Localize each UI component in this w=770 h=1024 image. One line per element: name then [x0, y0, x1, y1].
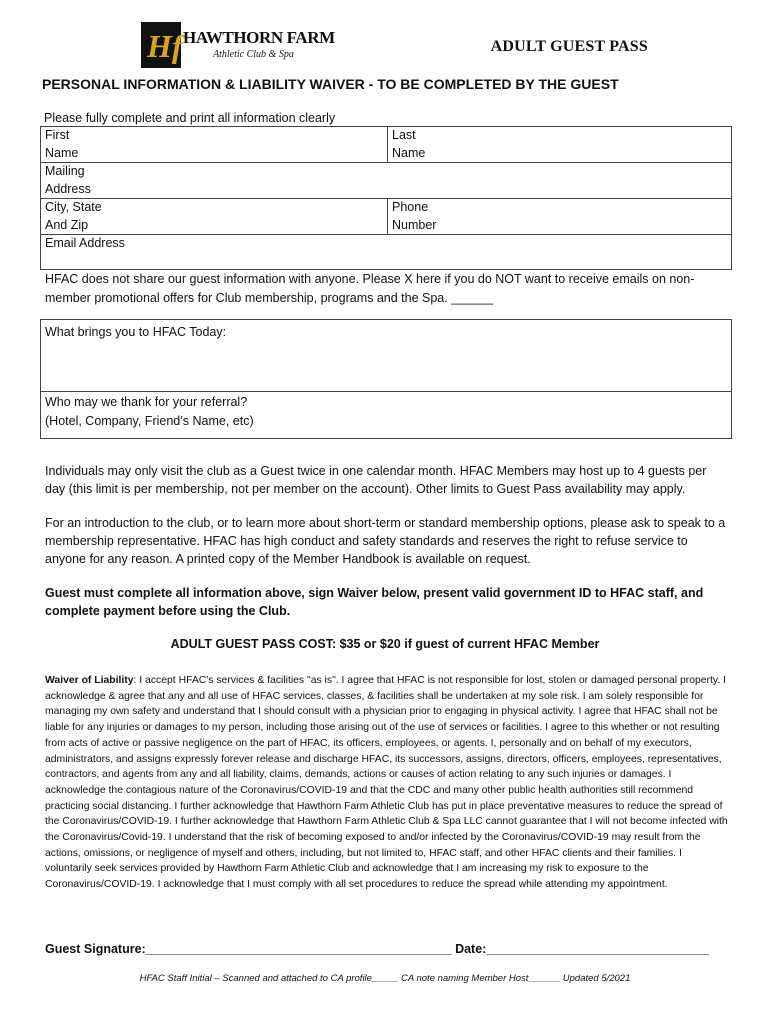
last-name-field[interactable] — [388, 127, 732, 163]
signature-date-line[interactable]: Guest Signature:____________________________________________ Date:________________________________ — [45, 942, 709, 956]
referral-field[interactable] — [40, 391, 732, 439]
first-name-label-line1: First — [45, 128, 70, 142]
city-state-zip-field[interactable] — [41, 199, 388, 235]
referral-label-line1: Who may we thank for your referral? — [45, 395, 248, 409]
liability-waiver — [45, 673, 730, 893]
staff-footer-note: HFAC Staff Initial – Scanned and attached to CA profile_____ CA note naming Member Host______ Updated 5/2021 — [139, 973, 631, 984]
instruction-text: Please fully complete and print all information clearly — [44, 111, 336, 125]
phone-number-field[interactable] — [388, 199, 732, 235]
visit-reason-field[interactable] — [40, 319, 732, 392]
phone-label-line2: Number — [392, 217, 437, 232]
logo-name: HAWTHORN FARM — [183, 28, 335, 47]
mailing-address-label-line2: Address — [45, 181, 91, 196]
city-state-label-line1: City, State — [45, 200, 102, 214]
phone-label-line1: Phone — [392, 200, 429, 214]
privacy-notice: HFAC does not share our guest information with anyone. Please X here if you do NOT want to receive emails on non-member promotional offers for Club membership, programs and the Spa. ______ — [45, 272, 695, 305]
document-title: ADULT GUEST PASS — [490, 38, 648, 55]
guest-requirements-text: Guest must complete all information above, sign Waiver below, present valid government ID to HFAC staff, and complete payment before using the Club. — [45, 586, 704, 618]
mailing-address-label-line1: Mailing — [45, 164, 85, 178]
email-address-label: Email Address — [45, 236, 125, 250]
logo-mark — [141, 22, 181, 68]
referral-label-line2: (Hotel, Company, Friend’s Name, etc) — [45, 414, 254, 428]
first-name-label-line2: Name — [45, 145, 79, 160]
visit-reason-label: What brings you to HFAC Today: — [45, 325, 227, 339]
last-name-label-line1: Last — [392, 128, 416, 142]
membership-intro-text: For an introduction to the club, or to learn more about short-term or standard membership options, please ask to speak to a membership representative. HFAC has high conduct and safety standards and reserves the right to refuse service to anyone for any reason. A printed copy of the Member Handbook is available on request. — [45, 516, 726, 566]
personal-info-form — [40, 126, 732, 270]
visit-limit-text: Individuals may only visit the club as a Guest twice in one calendar month. HFAC Members may host up to 4 guests per day (this limit is per membership, not per member on the account). Other limits to Guest Pass availability may apply. — [45, 464, 707, 496]
guest-pass-cost: ADULT GUEST PASS COST: $35 or $20 if guest of current HFAC Member — [170, 637, 600, 651]
waiver-heading: Waiver of Liability — [45, 675, 134, 686]
city-state-label-line2: And Zip — [45, 217, 89, 232]
waiver-body: : I accept HFAC's services & facilities "as is". I agree that HFAC is not responsible for lost, stolen or damaged personal property. I acknowledge & agree that any and all use of HFAC services, classes, & facilities shall be undertaken at my sole risk. I am solely responsible for managing my own safety and understand that I should consult with a physician prior to engaging in physical activity. I agree that HFAC shall not be liable for any injuries or damages to my person, including those arising out of the use of services or facilities. I agree to this whether or not resulting from acts of active or passive negligence on the part of HFAC, its officers, employees, or agents. I, personally and on behalf of my executors, administrators, and assigns expressly forever release and discharge HFAC, its successors, assigns, directors, officers, employees, representatives, contractors, and agents from any and all liability, claims, demands, actions or causes of action relating to any such injuries or damages. I acknowledge the contagious nature of the Coronavirus/COVID-19 and that the CDC and many other public health authorities still recommend practicing social distancing. I further acknowledge that Hawthorn Farm Athletic Club has put in place preventative measures to reduce the spread of the Coronavirus/COVID-19. I further acknowledge that Hawthorn Farm Athletic Club & Spa LLC cannot guarantee that I will not become infected with the Coronavirus/Covid-19. I understand that the risk of becoming exposed to and/or infected by the Coronavirus/COVID-19 may result from the actions, omissions, or negligence of myself and others, including, but not limited to, HFAC staff, and other HFAC clients and their families. I voluntarily seek services provided by Hawthorn Farm Athletic Club and acknowledge that I am increasing my risk to exposure to the Coronavirus/COVID-19. I acknowledge that I must comply with all set procedures to reduce the spread while attending my appointment. — [45, 675, 728, 891]
logo-monogram: Hf — [147, 28, 183, 64]
hawthorn-farm-logo — [141, 20, 335, 70]
first-name-field[interactable] — [41, 127, 388, 163]
section-heading: PERSONAL INFORMATION & LIABILITY WAIVER - TO BE COMPLETED BY THE GUEST — [42, 76, 619, 92]
logo-subtitle: Athletic Club & Spa — [213, 49, 294, 60]
email-address-field[interactable] — [41, 235, 732, 270]
mailing-address-field[interactable] — [41, 163, 732, 199]
last-name-label-line2: Name — [392, 145, 426, 160]
